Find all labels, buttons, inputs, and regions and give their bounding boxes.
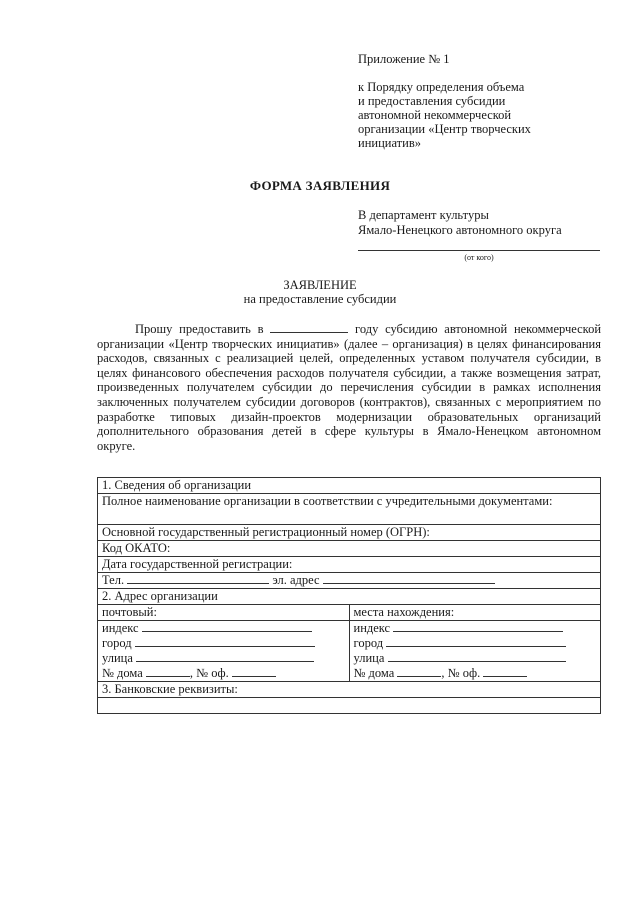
statement-text-rest: году субсидию автономной некоммерческой организации «Центр творческих инициатив» (далее – организация) в целях финансирования расходов, связанных с реализацией целей, определенных уставом получателя субсидии, в целях финансового обеспечения расходов получателя субсидии, а также возмещения затрат, произведенных получателем субсидии до перечисления субсидии в рамках исполнения заключенных получателем субсидии договоров (контрактов), связанных с мероприятием по разработке типовых дизайн-проектов модернизации образовательных организаций дополнительного образования детей в сфере культуры в Ямало-Ненецком автономном округе. — [97, 322, 602, 453]
from-field-line — [358, 250, 600, 251]
full-name-label: Полное наименование организации в соответствии с учредительными документами: — [98, 494, 601, 525]
index-label: индекс — [102, 621, 139, 635]
statement-text-start: Прошу предоставить в — [135, 322, 264, 336]
reg-date-label: Дата государственной регистрации: — [98, 557, 601, 573]
location-address-cell — [349, 605, 601, 621]
office-blank — [483, 666, 527, 677]
city-blank — [135, 636, 315, 647]
postal-label: почтовый: — [102, 605, 157, 619]
recipient-block — [358, 208, 608, 238]
house-label: № дома — [353, 666, 395, 680]
year-blank — [270, 322, 348, 333]
from-label: (от кого) — [464, 253, 494, 262]
email-label: эл. адрес — [272, 573, 320, 587]
bank-details-blank — [98, 698, 601, 714]
contacts-row — [98, 573, 601, 589]
statement-subtitle: на предоставление субсидии — [243, 292, 397, 306]
section-heading: 1. Сведения об организации — [98, 478, 601, 494]
house-label: № дома — [102, 666, 143, 680]
street-label: улица — [353, 651, 385, 665]
location-address-fields — [349, 621, 601, 682]
appendix-line: и предоставления субсидии — [358, 94, 506, 108]
location-label: места нахождения: — [353, 605, 455, 619]
street-label: улица — [102, 651, 133, 665]
statement-body — [97, 322, 601, 453]
phone-blank — [127, 573, 269, 584]
postal-address-fields — [98, 621, 350, 682]
office-label: , № оф. — [189, 666, 229, 680]
appendix-line: инициатив» — [358, 136, 421, 150]
index-label: индекс — [353, 621, 391, 635]
section-heading: 2. Адрес организации — [98, 589, 601, 605]
ogrn-label: Основной государственный регистрационный номер (ОГРН): — [98, 525, 601, 541]
house-blank — [397, 666, 441, 677]
postal-address-cell — [98, 605, 350, 621]
organization-table — [97, 477, 601, 714]
appendix-header — [358, 52, 608, 150]
recipient-line: В департамент культуры — [358, 208, 489, 222]
recipient-line: Ямало-Ненецкого автономного округа — [358, 223, 562, 237]
street-blank — [388, 651, 566, 662]
city-label: город — [353, 636, 384, 650]
statement-title: ЗАЯВЛЕНИЕ — [283, 278, 357, 292]
form-title: ФОРМА ЗАЯВЛЕНИЯ — [249, 178, 391, 193]
house-blank — [146, 666, 190, 677]
city-label: город — [102, 636, 132, 650]
office-blank — [232, 666, 276, 677]
email-blank — [323, 573, 495, 584]
city-blank — [386, 636, 566, 647]
statement-heading — [0, 278, 640, 306]
office-label: , № оф. — [441, 666, 481, 680]
street-blank — [136, 651, 314, 662]
appendix-line: к Порядку определения объема — [358, 80, 525, 94]
section-heading: 3. Банковские реквизиты: — [98, 682, 601, 698]
appendix-line: организации «Центр творческих — [358, 122, 531, 136]
appendix-line: автономной некоммерческой — [358, 108, 512, 122]
appendix-title: Приложение № 1 — [358, 52, 450, 66]
phone-label: Тел. — [102, 573, 125, 587]
okato-label: Код ОКАТО: — [98, 541, 601, 557]
index-blank — [142, 621, 312, 632]
index-blank — [393, 621, 563, 632]
